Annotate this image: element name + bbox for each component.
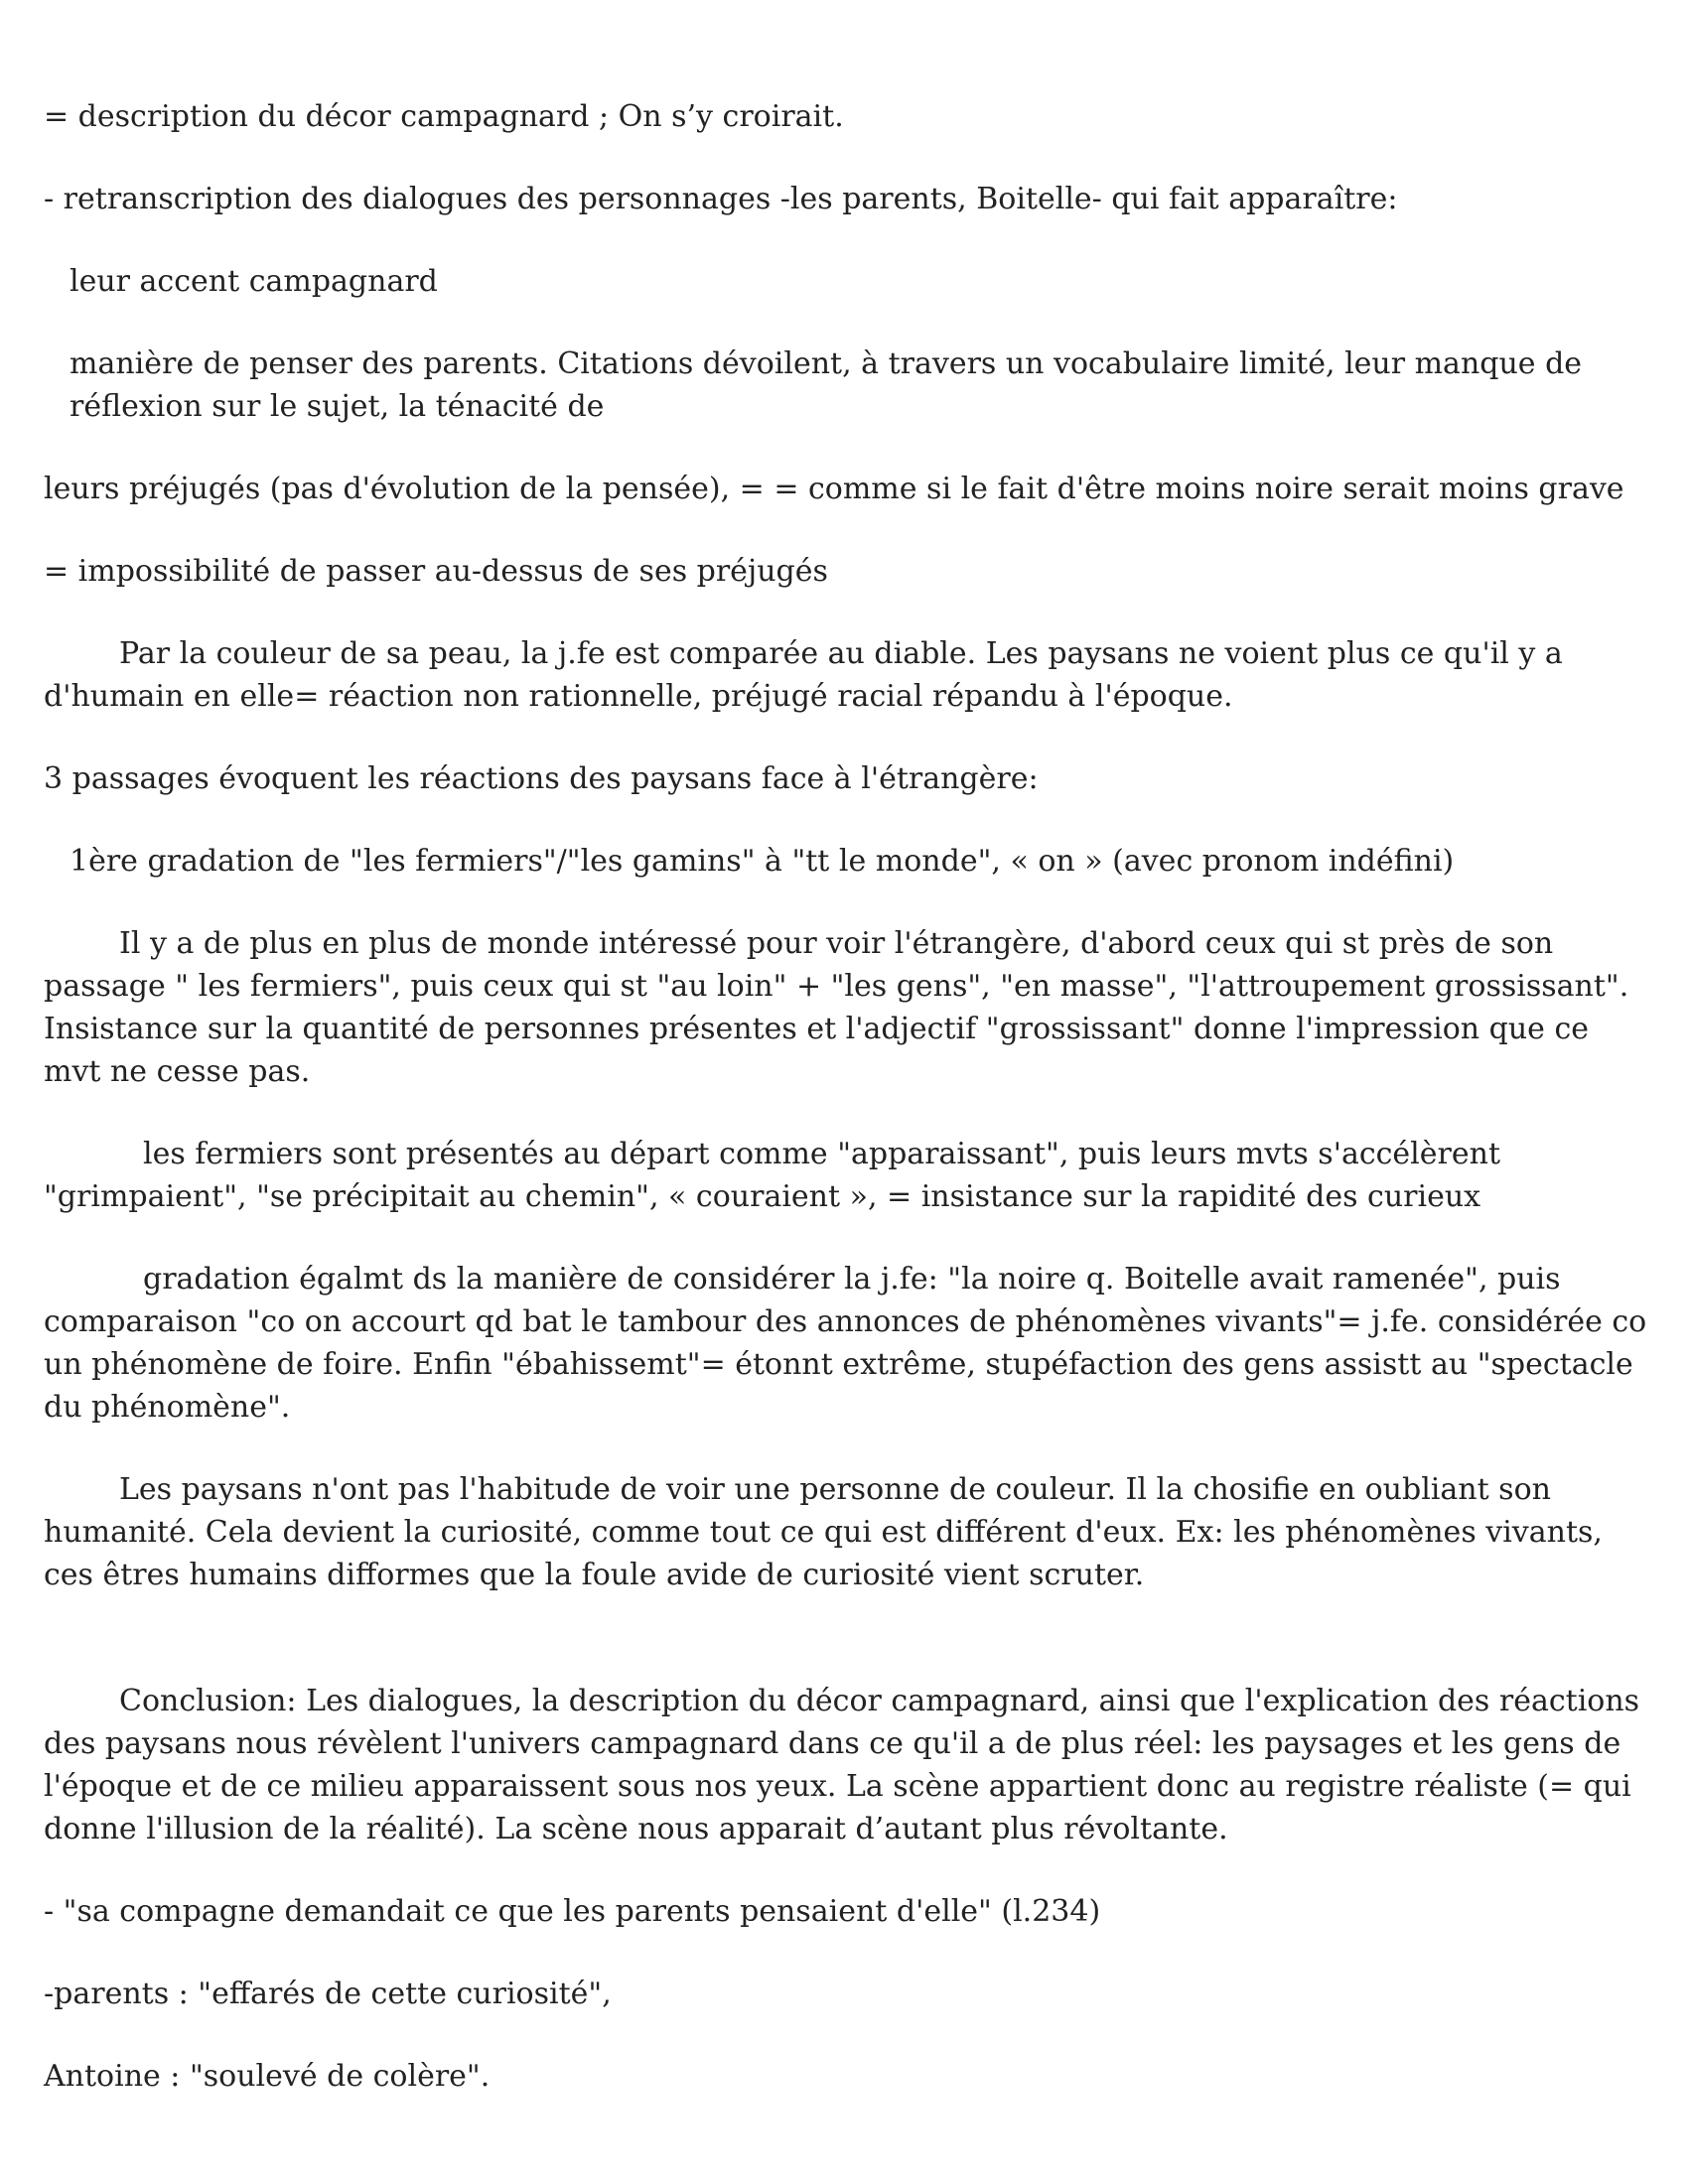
document-page	[44, 95, 1652, 2137]
paragraph-prejuges: leurs préjugés (pas d'évolution de la pensée), = = comme si le fait d'être moins noire serait moins grave	[44, 472, 1624, 506]
paragraph-trois-passages: 3 passages évoquent les réactions des paysans face à l'étrangère:	[44, 761, 1039, 796]
paragraph-quote-compagne: - "sa compagne demandait ce que les parents pensaient d'elle" (l.234)	[44, 1894, 1101, 1929]
paragraph-maniere-penser: manière de penser des parents. Citations dévoilent, à travers un vocabulaire limité, leur manque de réflexion sur le sujet, la ténacité de	[70, 346, 1583, 424]
paragraph-quote-parents: -parents : "effarés de cette curiosité",	[44, 1977, 612, 2011]
paragraph-accent: leur accent campagnard	[70, 264, 438, 299]
paragraph-couleur-peau: Par la couleur de sa peau, la j.fe est comparée au diable. Les paysans ne voient plus ce qu'il y a d'humain en elle= réaction non rationnelle, préjugé racial répandu à l'époque.	[44, 636, 1563, 714]
paragraph-gradation-2: gradation égalmt ds la manière de considérer la j.fe: "la noire q. Boitelle avait ramenée", puis comparaison "co on accourt qd bat le tambour des annonces de phénomènes vivants"= j.fe. considérée co un phénomène de foire. Enfin "ébahissemt"= étonnt extrême, stupéfaction des gens assistt au "spectacle du phénomène".	[44, 1262, 1647, 1425]
paragraph-decor: = description du décor campagnard ; On s’y croirait.	[44, 99, 844, 134]
paragraph-gradation-1: 1ère gradation de "les fermiers"/"les gamins" à "tt le monde", « on » (avec pronom indéfini)	[70, 844, 1455, 879]
paragraph-quote-antoine: Antoine : "soulevé de colère".	[44, 2059, 491, 2094]
paragraph-paysans-habitude: Les paysans n'ont pas l'habitude de voir une personne de couleur. Il la chosifie en oubliant son humanité. Cela devient la curiosité, comme tout ce qui est différent d'eux. Ex: les phénomènes vivants, ces êtres humains difformes que la foule avide de curiosité vient scruter.	[44, 1472, 1603, 1592]
paragraph-plus-de-monde: Il y a de plus en plus de monde intéressé pour voir l'étrangère, d'abord ceux qui st près de son passage " les fermiers", puis ceux qui st "au loin" + "les gens", "en masse", "l'attroupement grossissant". Insistance sur la quantité de personnes présentes et l'adjectif "grossissant" donne l'impression que ce mvt ne cesse pas.	[44, 926, 1629, 1089]
paragraph-dialogues: - retranscription des dialogues des personnages -les parents, Boitelle- qui fait apparaître:	[44, 182, 1398, 216]
paragraph-conclusion: Conclusion: Les dialogues, la description du décor campagnard, ainsi que l'explication des réactions des paysans nous révèlent l'univers campagnard dans ce qu'il a de plus réel: les paysages et les gens de l'époque et de ce milieu apparaissent sous nos yeux. La scène appartient donc au registre réaliste (= qui donne l'illusion de la réalité). La scène nous apparait d’autant plus révoltante.	[44, 1684, 1640, 1846]
paragraph-fermiers-mvts: les fermiers sont présentés au départ comme "apparaissant", puis leurs mvts s'accélèrent "grimpaient", "se précipitait au chemin", « couraient », = insistance sur la rapidité des curieux	[44, 1137, 1501, 1214]
paragraph-impossibilite: = impossibilité de passer au-dessus de ses préjugés	[44, 554, 828, 589]
